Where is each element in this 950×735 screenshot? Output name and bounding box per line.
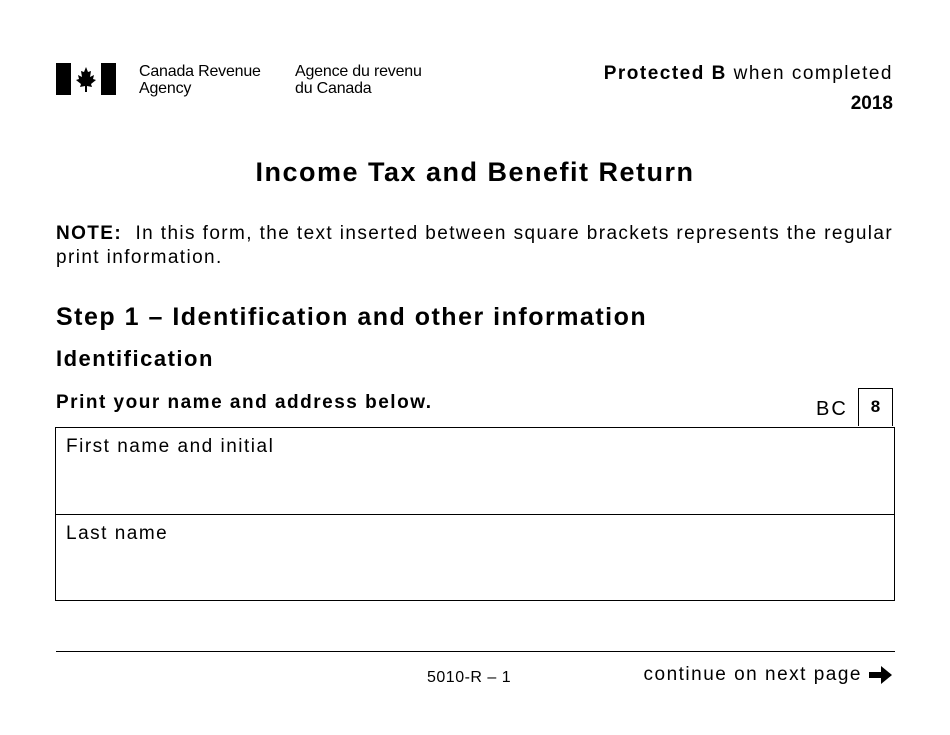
form-number: 5010-R – 1 [427,669,512,686]
first-name-input[interactable] [66,474,884,506]
note-label: NOTE: [56,223,123,244]
first-name-field [56,428,894,514]
last-name-input[interactable] [66,560,884,592]
agency-en-line-1: Canada Revenue [139,63,261,80]
canada-flag-icon [56,63,116,95]
print-instruction: Print your name and address below. [56,392,433,413]
first-name-label: First name and initial [66,436,275,457]
agency-en-line-2: Agency [139,80,192,97]
continue-text: continue on next page [643,664,862,685]
last-name-label: Last name [66,523,169,544]
province-code-box: 8 [858,388,893,426]
agency-fr-line-2: du Canada [295,80,372,97]
note-paragraph [56,222,900,270]
form-title: Income Tax and Benefit Return [255,157,695,187]
agency-name-english [139,63,261,97]
protected-b-notice [604,63,893,85]
tax-year: 2018 [850,93,893,114]
identification-subheading: Identification [56,346,214,371]
continue-indicator [644,664,894,686]
agency-name-french [295,63,422,97]
protected-b-rest: when completed [726,63,893,84]
province-code: BC [816,398,848,420]
last-name-field [56,514,894,600]
step-1-heading: Step 1 – Identification and other information [56,303,648,331]
arrow-right-icon [867,665,893,685]
protected-b-label: Protected B [603,63,727,84]
note-text: In this form, the text inserted between square brackets represents the regular print information. [56,223,900,268]
agency-fr-line-1: Agence du revenu [295,63,422,80]
footer-divider [56,651,895,652]
name-fields-group [55,427,895,601]
